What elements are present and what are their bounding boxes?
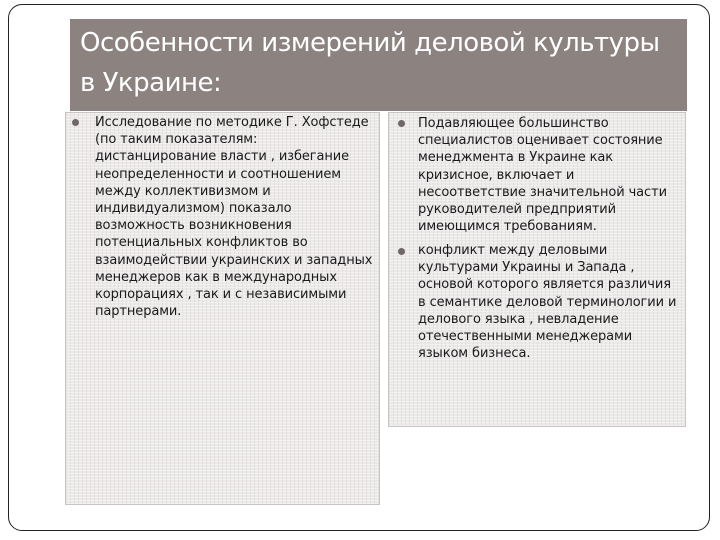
title-bar [70,19,687,111]
bullet-icon [72,119,79,126]
slide-title: Особенности измерений деловой культуры в Украине: [80,28,660,98]
bullet-icon [398,248,405,255]
right-bullet-text-1: Подавляющее большинство специалистов оценивает состояние менеджмента в Украине как кризисное, включает и несоответствие значительной части руководителей предприятий имеющимся требованиям. [418,116,667,235]
right-bullet-text-2: конфликт между деловыми культурами Украины и Запада , основой которого является различия в семантике деловой терминологии и делового языка , невладение отечественными менеджерами языком бизнеса. [418,243,677,362]
left-bullet-text: Исследование по методике Г. Хофстеде (по таким показателям: дистанцирование власти , избегание неопределенности и соотношением между коллективизмом и индивидуализмом) показало возможность возникновения потенциальных конфликтов во взаимодействии украинских и западных менеджеров как в международных корпорациях , так и с независимыми партнерами. [95,115,373,320]
bullet-icon [398,120,405,127]
